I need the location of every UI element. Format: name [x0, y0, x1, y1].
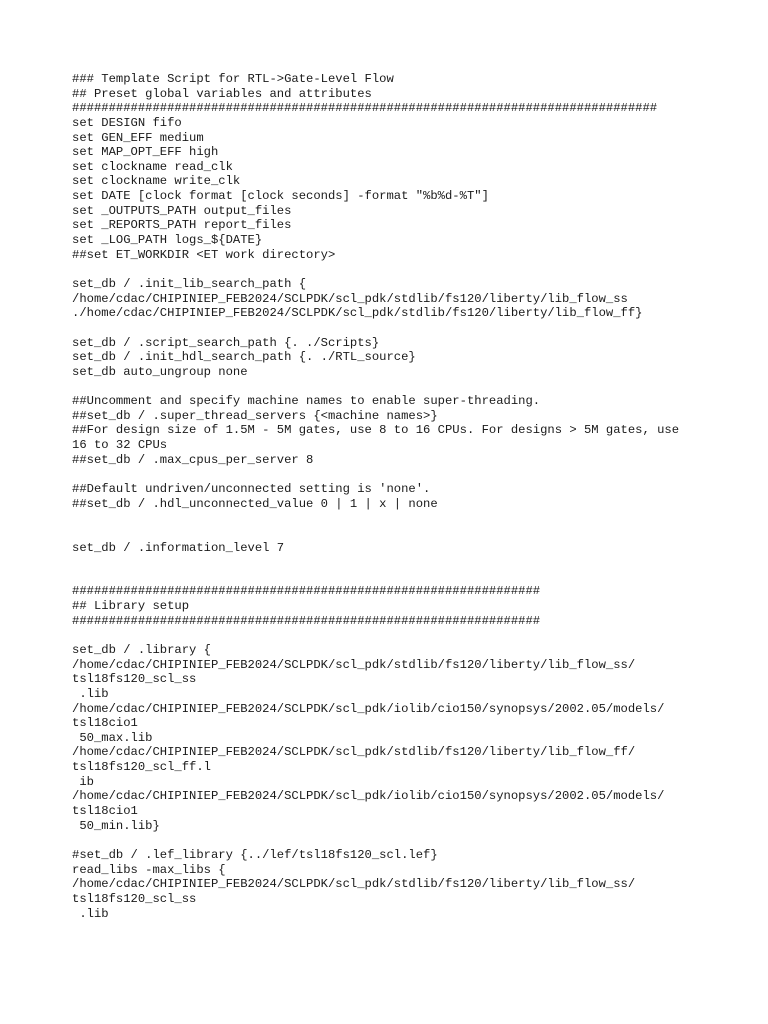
code-line: /home/cdac/CHIPINIEP_FEB2024/SCLPDK/scl_pdk/stdlib/fs120/liberty/lib_flow_ff/: [72, 745, 636, 760]
code-line: ################################################################: [72, 584, 541, 599]
code-line: read_libs -max_libs {: [72, 862, 226, 877]
code-line: .lib: [72, 906, 109, 921]
code-line: tsl18fs120_scl_ss: [72, 891, 197, 906]
code-line: ##Uncomment and specify machine names to enable super-threading.: [72, 394, 541, 409]
code-line: ################################################################: [72, 613, 541, 628]
code-line: set_db auto_ungroup none: [72, 364, 248, 379]
code-line: [72, 379, 752, 394]
code-line: set_db / .init_lib_search_path {: [72, 276, 307, 291]
code-line: ./home/cdac/CHIPINIEP_FEB2024/SCLPDK/scl_pdk/stdlib/fs120/liberty/lib_flow_ff}: [72, 306, 643, 321]
code-line: [72, 321, 752, 336]
code-line: set_db / .library {: [72, 642, 211, 657]
code-line: /home/cdac/CHIPINIEP_FEB2024/SCLPDK/scl_pdk/iolib/cio150/synopsys/2002.05/models/: [72, 701, 665, 716]
code-line: tsl18fs120_scl_ss: [72, 672, 197, 687]
code-line: set GEN_EFF medium: [72, 130, 204, 145]
code-line: ##set_db / .super_thread_servers {<machine names>}: [72, 408, 438, 423]
code-line: set_db / .init_hdl_search_path {. ./RTL_source}: [72, 350, 416, 365]
code-line: ## Preset global variables and attributes: [72, 86, 372, 101]
code-line: /home/cdac/CHIPINIEP_FEB2024/SCLPDK/scl_pdk/iolib/cio150/synopsys/2002.05/models/: [72, 789, 665, 804]
code-line: [72, 833, 752, 848]
code-line: set _LOG_PATH logs_${DATE}: [72, 233, 263, 248]
code-line: set clockname read_clk: [72, 159, 233, 174]
code-line: 16 to 32 CPUs: [72, 438, 168, 453]
code-line: ##For design size of 1.5M - 5M gates, use 8 to 16 CPUs. For designs > 5M gates, use: [72, 423, 680, 438]
code-line: /home/cdac/CHIPINIEP_FEB2024/SCLPDK/scl_pdk/stdlib/fs120/liberty/lib_flow_ss: [72, 291, 628, 306]
code-line: ##Default undriven/unconnected setting is 'none'.: [72, 481, 431, 496]
code-line: set clockname write_clk: [72, 174, 241, 189]
code-line: tsl18cio1: [72, 804, 138, 819]
code-line: set DATE [clock format [clock seconds] -format "%b%d-%T"]: [72, 189, 489, 204]
code-line: [72, 467, 752, 482]
code-line: [72, 570, 752, 585]
code-line: set _REPORTS_PATH report_files: [72, 218, 292, 233]
code-line: set_db / .information_level 7: [72, 540, 285, 555]
code-line: [72, 628, 752, 643]
code-line: [72, 262, 752, 277]
code-line: 50_min.lib}: [72, 818, 160, 833]
code-line: #set_db / .lef_library {../lef/tsl18fs120_scl.lef}: [72, 847, 438, 862]
code-line: tsl18cio1: [72, 716, 138, 731]
document-page: [72, 72, 752, 921]
code-line: [72, 555, 752, 570]
code-line: tsl18fs120_scl_ff.l: [72, 760, 211, 775]
code-line: ##set_db / .hdl_unconnected_value 0 | 1 | x | none: [72, 496, 438, 511]
code-line: set_db / .script_search_path {. ./Scripts}: [72, 335, 380, 350]
code-line: .lib: [72, 686, 109, 701]
code-line: /home/cdac/CHIPINIEP_FEB2024/SCLPDK/scl_pdk/stdlib/fs120/liberty/lib_flow_ss/: [72, 657, 636, 672]
code-line: ### Template Script for RTL->Gate-Level Flow: [72, 72, 394, 86]
code-line: set DESIGN fifo: [72, 115, 182, 130]
code-line: set MAP_OPT_EFF high: [72, 145, 219, 160]
code-line: ##set_db / .max_cpus_per_server 8: [72, 452, 314, 467]
code-line: ## Library setup: [72, 599, 190, 614]
code-line: [72, 526, 752, 541]
code-line: ib: [72, 774, 94, 789]
code-line: ##set ET_WORKDIR <ET work directory>: [72, 247, 336, 262]
code-line: /home/cdac/CHIPINIEP_FEB2024/SCLPDK/scl_pdk/stdlib/fs120/liberty/lib_flow_ss/: [72, 877, 636, 892]
code-line: set _OUTPUTS_PATH output_files: [72, 203, 292, 218]
code-line: 50_max.lib: [72, 730, 153, 745]
code-line: [72, 511, 752, 526]
code-line: ################################################################################: [72, 101, 658, 116]
